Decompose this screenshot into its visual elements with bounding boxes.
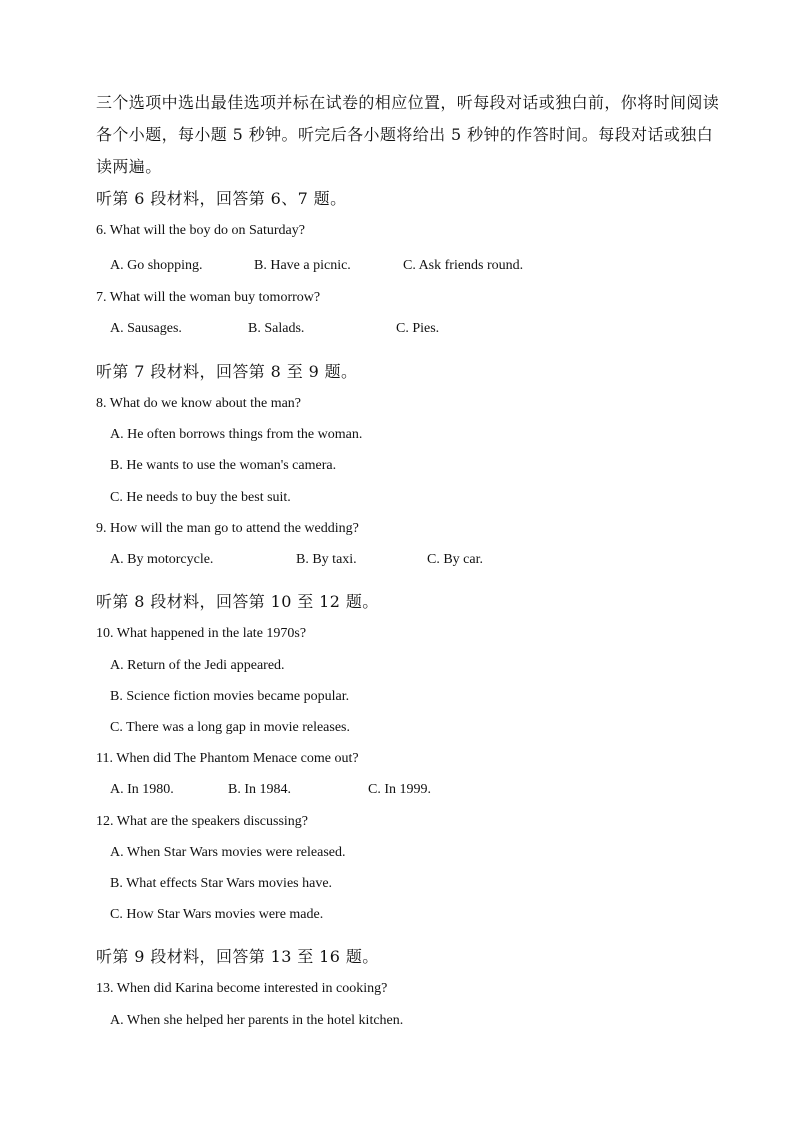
question-text: 13. When did Karina become interested in cooking? xyxy=(96,981,388,996)
question-text: 8. What do we know about the man? xyxy=(96,396,302,411)
intro-line-1: 三个选项中选出最佳选项并标在试卷的相应位置，听每段对话或独白前，你将时间阅读 xyxy=(96,93,720,112)
intro-line-2: 各个小题，每小题 5 秒钟。听完后各小题将给出 5 秒钟的作答时间。每段对话或独白 xyxy=(96,125,714,144)
section-heading: 听第 6 段材料，回答第 6、7 题。 xyxy=(96,189,347,208)
option-b: B. Science fiction movies became popular. xyxy=(110,689,350,704)
option-b: B. What effects Star Wars movies have. xyxy=(110,876,333,891)
option-c: C. Pies. xyxy=(396,321,440,336)
option-c: C. He needs to buy the best suit. xyxy=(110,490,291,505)
option-b: B. Have a picnic. xyxy=(254,258,351,273)
option-b: B. By taxi. xyxy=(296,552,357,567)
option-a: A. By motorcycle. xyxy=(110,552,214,567)
option-b: B. In 1984. xyxy=(228,782,291,797)
option-c: C. How Star Wars movies were made. xyxy=(110,907,324,922)
question-text: 7. What will the woman buy tomorrow? xyxy=(96,290,321,305)
section-heading: 听第 7 段材料，回答第 8 至 9 题。 xyxy=(96,362,358,381)
option-c: C. There was a long gap in movie releases. xyxy=(110,720,351,735)
intro-line-3: 读两遍。 xyxy=(96,157,162,176)
option-a: A. Return of the Jedi appeared. xyxy=(110,658,285,673)
question-text: 6. What will the boy do on Saturday? xyxy=(96,223,305,238)
option-c: C. In 1999. xyxy=(368,782,431,797)
option-b: B. He wants to use the woman's camera. xyxy=(110,458,337,473)
option-a: A. Sausages. xyxy=(110,321,182,336)
question-text: 12. What are the speakers discussing? xyxy=(96,814,309,829)
option-b: B. Salads. xyxy=(248,321,305,336)
option-a: A. In 1980. xyxy=(110,782,174,797)
option-a: A. Go shopping. xyxy=(110,258,203,273)
section-heading: 听第 9 段材料，回答第 13 至 16 题。 xyxy=(96,947,379,966)
option-c: C. Ask friends round. xyxy=(403,258,524,273)
option-a: A. When she helped her parents in the hotel kitchen. xyxy=(110,1013,404,1028)
question-text: 11. When did The Phantom Menace come out? xyxy=(96,751,359,766)
option-c: C. By car. xyxy=(427,552,483,567)
option-a: A. He often borrows things from the woman. xyxy=(110,427,363,442)
question-text: 10. What happened in the late 1970s? xyxy=(96,626,307,641)
question-text: 9. How will the man go to attend the wedding? xyxy=(96,521,359,536)
option-a: A. When Star Wars movies were released. xyxy=(110,845,346,860)
section-heading: 听第 8 段材料，回答第 10 至 12 题。 xyxy=(96,592,379,611)
